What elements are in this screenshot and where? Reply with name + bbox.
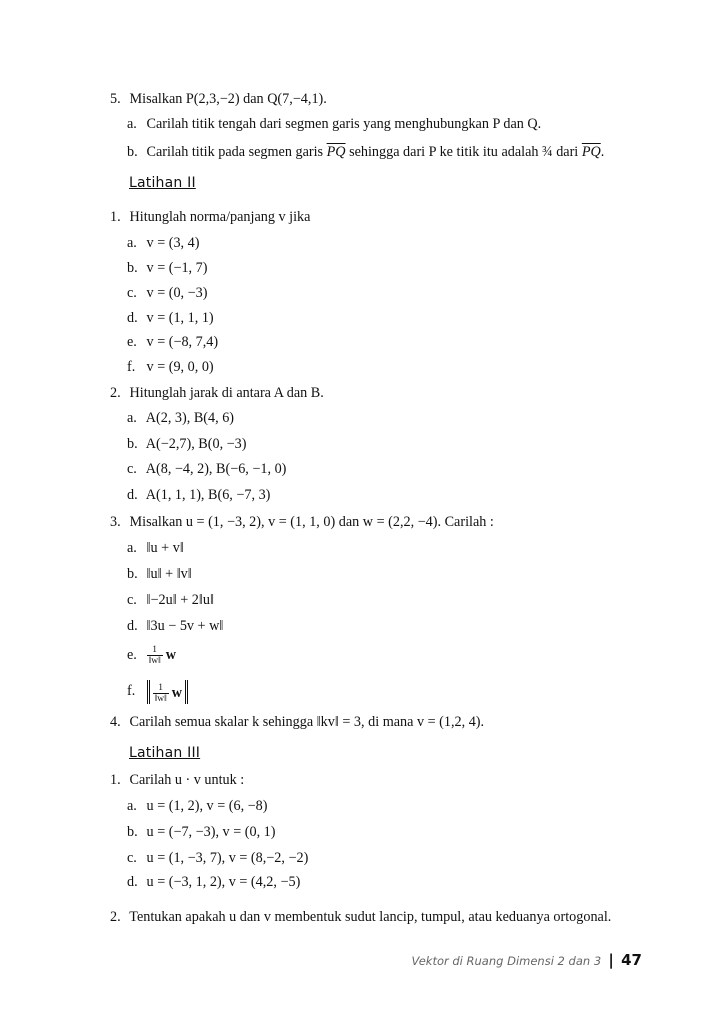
q5-stem: 5. Misalkan P(2,3,−2) dan Q(7,−4,1). xyxy=(110,91,327,107)
q5-item-b: b. Carilah titik pada segmen garis $\overline{PQ}$ sehingga dari P ke titik itu adalah ¾ dari $\overline{PQ}$. xyxy=(127,144,605,160)
fraction-one-over-norm-w: $\frac{1}{‖w‖}$ xyxy=(154,682,167,704)
l3-q1-item-d: d. u = (−3, 1, 2), v = (4,2, −5) xyxy=(127,874,301,890)
l3-q1-item-c: c. u = (1, −3, 7), v = (8,−2, −2) xyxy=(127,850,309,866)
l2-q2-item-b: b. A(−2,7), B(0, −3) xyxy=(127,436,247,452)
l2-q1-item-e: e. v = (−8, 7,4) xyxy=(127,334,219,350)
l2-q4-stem: 4. Carilah semua skalar k sehingga ‖kv‖ = 3, di mana v = (1,2, 4). xyxy=(110,714,485,730)
l3-q1-item-a: a. u = (1, 2), v = (6, −8) xyxy=(127,798,268,814)
l2-q3-item-b: b. ‖u‖ + ‖v‖ xyxy=(127,566,192,582)
l2-q2-item-a: a. A(2, 3), B(4, 6) xyxy=(127,410,235,426)
l2-q3-item-d: d. ‖3u − 5v + w‖ xyxy=(127,618,224,634)
latihan3-heading: Latihan III xyxy=(129,745,201,761)
l2-q3-stem: 3. Misalkan u = (1, −3, 2), v = (1, 1, 0) dan w = (2,2, −4). Carilah : xyxy=(110,514,494,530)
l2-q2-stem: 2. Hitunglah jarak di antara A dan B. xyxy=(110,385,324,401)
page-number: 47 xyxy=(621,951,642,969)
latihan2-heading: Latihan II xyxy=(129,175,196,191)
l3-q2-stem: 2. Tentukan apakah u dan v membentuk sudut lancip, tumpul, atau keduanya ortogonal. xyxy=(110,909,612,925)
norm-bars: $\frac{1}{‖w‖}$ w xyxy=(147,680,188,704)
l3-q1-item-b: b. u = (−7, −3), v = (0, 1) xyxy=(127,824,276,840)
l2-q2-item-c: c. A(8, −4, 2), B(−6, −1, 0) xyxy=(127,461,287,477)
l2-q1-stem: 1. Hitunglah norma/panjang v jika xyxy=(110,209,311,225)
l2-q1-item-c: c. v = (0, −3) xyxy=(127,285,208,301)
l3-q1-stem: 1. Carilah u · v untuk : xyxy=(110,772,245,788)
l2-q3-item-f: f. $\frac{1}{‖w‖}$ w xyxy=(127,678,188,704)
l2-q1-item-b: b. v = (−1, 7) xyxy=(127,260,208,276)
l2-q1-item-f: f. v = (9, 0, 0) xyxy=(127,359,214,375)
l2-q1-item-a: a. v = (3, 4) xyxy=(127,235,200,251)
l2-q3-item-c: c. ‖−2u‖ + 2‖u‖ xyxy=(127,592,214,608)
fraction-one-over-norm-w: $\frac{1}{‖w‖}$ xyxy=(148,645,161,667)
page-footer xyxy=(412,951,642,969)
l2-q2-item-d: d. A(1, 1, 1), B(6, −7, 3) xyxy=(127,487,271,503)
l2-q3-item-a: a. ‖u + v‖ xyxy=(127,540,184,556)
q5-item-a: a. Carilah titik tengah dari segmen garis yang menghubungkan P dan Q. xyxy=(127,116,542,132)
footer-title: Vektor di Ruang Dimensi 2 dan 3 xyxy=(411,954,602,968)
footer-separator: | xyxy=(608,951,614,969)
l2-q1-item-d: d. v = (1, 1, 1) xyxy=(127,310,214,326)
l2-q3-item-e: e. $\frac{1}{‖w‖}$ w xyxy=(127,645,176,667)
